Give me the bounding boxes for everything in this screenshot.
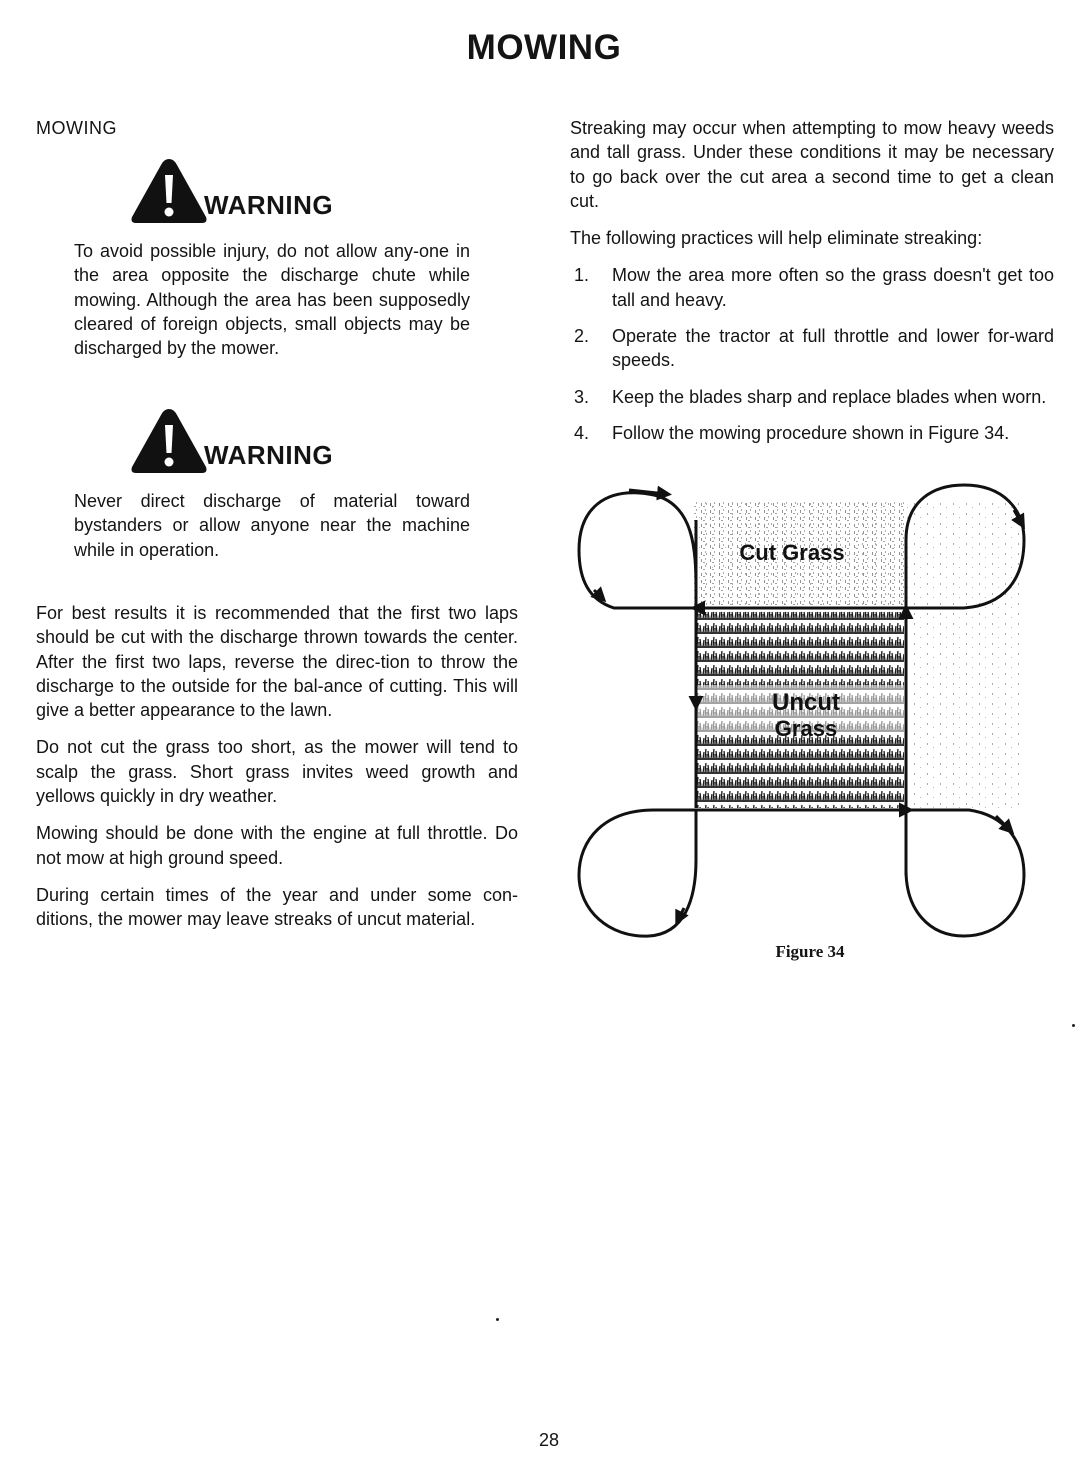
page-number: 28 (538, 1430, 560, 1450)
loop-bottom-right (906, 810, 1024, 936)
warning-text-1: To avoid possible injury, do not allow any-one in the area opposite the discharge chute while mowing. Although the area has been supposedly cleared of foreign objects, small objects may be discharged by the mower. (74, 241, 470, 359)
right-field-area (908, 610, 1024, 810)
practices-list (570, 263, 1054, 445)
page-title: MOWING (466, 28, 622, 67)
paragraph-discharge-laps: For best results it is recommended that the first two laps should be cut with the discharge thrown towards the center. After the first two laps, reverse the direc-tion to throw the discharge to the outside for the bal-ance of cutting. This will give a better appearance to the lawn. (36, 603, 518, 721)
list-item (570, 263, 1054, 312)
warning-label: WARNING (204, 440, 334, 470)
list-item (570, 324, 1054, 373)
list-text: Mow the area more often so the grass doesn't get too tall and heavy. (612, 265, 1054, 310)
warning-heading-2 (130, 405, 518, 475)
cut-grass-label: Cut Grass (739, 540, 845, 565)
figure-caption: Figure 34 (775, 942, 845, 961)
left-column (36, 118, 518, 945)
paragraph-streaks: During certain times of the year and under some con-ditions, the mower may leave streaks of uncut material. (36, 884, 518, 930)
right-column (570, 116, 1054, 457)
list-number: 2. (574, 326, 590, 347)
list-item (570, 385, 1054, 409)
loop-bottom-right-arrow (996, 816, 1010, 830)
mowing-pattern-diagram (574, 480, 1034, 940)
uncut-label-line1: Uncut (772, 689, 840, 716)
paragraph-practices-intro: The following practices will help eliminate streaking: (570, 228, 983, 249)
list-number: 3. (574, 386, 590, 407)
list-number: 1. (574, 265, 590, 286)
warning-heading-1 (130, 155, 518, 225)
paragraph-streaking: Streaking may occur when attempting to mow heavy weeds and tall grass. Under these conditions it may be necessary to go back over the cut area a second time to get a clean cut. (570, 118, 1054, 211)
list-number: 4. (574, 422, 590, 443)
uncut-label-line2: Grass (774, 716, 838, 741)
paragraph-throttle: Mowing should be done with the engine at full throttle. Do not mow at high ground speed. (36, 823, 518, 868)
list-item (570, 421, 1054, 445)
scan-speck (496, 1318, 499, 1321)
list-text: Follow the mowing procedure shown in Figure 34. (612, 422, 1010, 443)
section-label: MOWING (36, 118, 117, 138)
paragraph-cut-height: Do not cut the grass too short, as the mower will tend to scalp the grass. Short grass invites weed growth and yellows quickly in dry weather. (36, 737, 518, 807)
scan-speck (1072, 1024, 1075, 1027)
warning-triangle-icon (130, 157, 208, 225)
list-text: Keep the blades sharp and replace blades when worn. (612, 386, 1047, 407)
warning-text-2: Never direct discharge of material toward bystanders or allow anyone near the machine while in operation. (74, 491, 470, 560)
warning-label: WARNING (204, 190, 334, 220)
list-text: Operate the tractor at full throttle and lower for-ward speeds. (612, 326, 1054, 371)
warning-triangle-icon (130, 407, 208, 475)
